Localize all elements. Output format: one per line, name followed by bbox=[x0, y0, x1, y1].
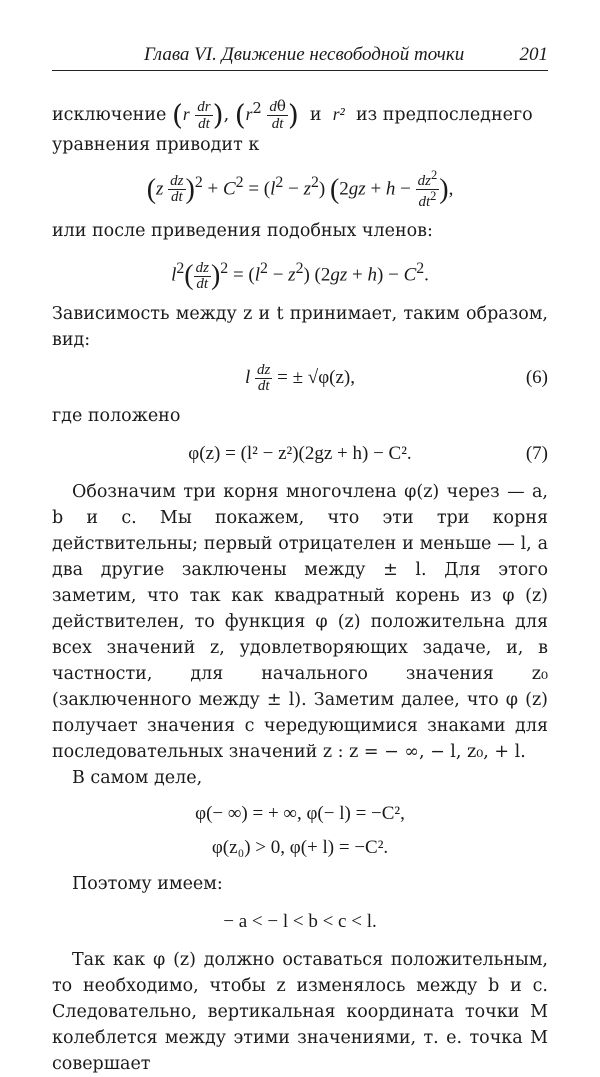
paragraph-5: Обозначим три корня многочлена φ(z) через — a, b и c. Мы покажем, что эти три корня действительны; первый отрицателен и меньше — l, а два другие заключены между ± l. Для этого заметим, что так как квадратный корень из φ (z) действителен, то функция φ (z) положительна для всех значений z, удовлетворяющих задаче, и, в частности, для начального значения z₀ (заключенного между ± l). Заметим далее, что φ (z) получает значения с чередующимися знаками для последовательных значений z : z = − ∞, − l, z₀, + l. bbox=[52, 482, 548, 763]
equation-inequality: − a < − l < b < c < l. bbox=[223, 911, 377, 933]
paragraph-8: Так как φ (z) должно оставаться положительным, то необходимо, чтобы z изменялось между b и c. Следовательно, вертикальная координата точки M колеблется между этими значениями, т. е. точка M совершает bbox=[52, 950, 548, 1075]
paragraph-4: где положено bbox=[52, 406, 181, 427]
equation-l-squared: $l^2$( $\frac{dz}{dt}$ )$^2 = (l^2 - z^2) (2gz + h) - C^2$. bbox=[171, 259, 429, 292]
paragraph-1: исключение (r $\frac{dr}{dt}$ ), ($r^2$ $\frac{d\theta}{dt}$ ) и r² из предпоследнего bbox=[52, 96, 533, 132]
chapter-title: Глава VI. Движение несвободной точки bbox=[144, 44, 465, 65]
paragraph-2: или после приведения подобных членов: bbox=[52, 221, 433, 242]
equation-phi-values: φ(z₀) > 0, φ(+ l) = −C². bbox=[211, 837, 389, 859]
equation-z-squared: (z $\frac{dz}{dt}$ )$^2 + C^2 = (l^2 - z^2) (2gz + h$ − $\frac{dz^2}{dt^2}$ ), bbox=[146, 168, 454, 211]
paragraph-1-cont: уравнения приводит к bbox=[52, 134, 260, 155]
paragraph-7: Поэтому имеем: bbox=[72, 874, 223, 895]
equation-7-number: (7) bbox=[525, 443, 548, 465]
header-rule bbox=[52, 70, 548, 71]
equation-phi-limits: φ(− ∞) = + ∞, φ(− l) = −C², bbox=[195, 803, 405, 825]
paragraph-6: В самом деле, bbox=[72, 768, 203, 789]
page-body bbox=[52, 96, 548, 1077]
equation-6-number: (6) bbox=[525, 367, 548, 389]
paragraph-3: Зависимость между z и t принимает, таким образом, вид: bbox=[52, 304, 548, 351]
page-number: 201 bbox=[519, 44, 548, 65]
equation-6: l $\frac{dz}{dt}$ = ± √φ(z), (6) bbox=[245, 362, 548, 395]
equation-7: φ(z) = (l² − z²)(2gz + h) − C². (7) bbox=[52, 437, 548, 471]
